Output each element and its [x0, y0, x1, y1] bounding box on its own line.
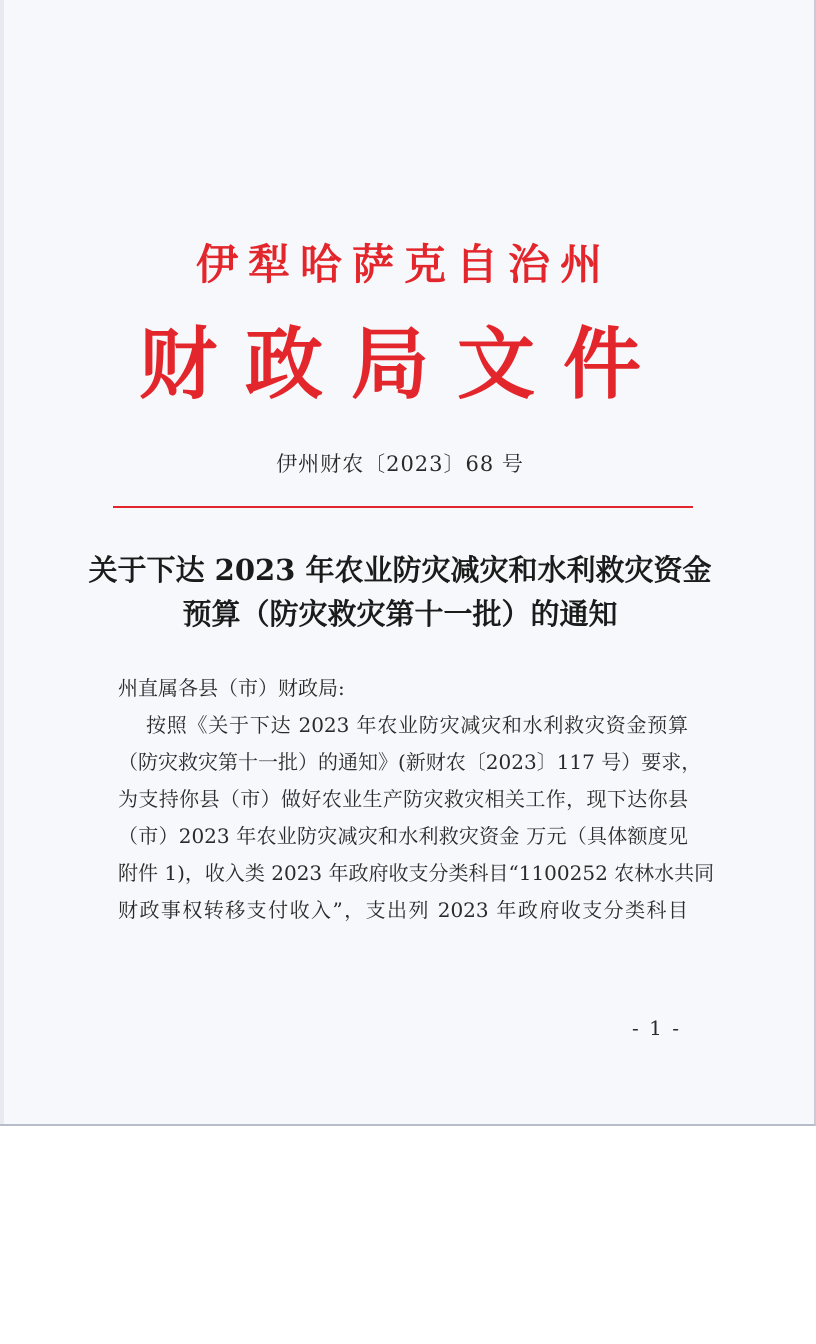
body-line: （市）2023 年农业防灾减灾和水利救灾资金 万元（具体额度见 [118, 824, 688, 848]
issuing-org-name: 伊犁哈萨克自治州 [195, 240, 612, 289]
document-title [0, 548, 800, 636]
title-line-1: 关于下达 2023 年农业防灾减灾和水利救灾资金 [88, 553, 712, 587]
document-type-heading: 财政局文件 [138, 319, 669, 410]
body-line: （防灾救灾第十一批）的通知》(新财农〔2023〕117 号）要求， [118, 750, 702, 774]
body-line: 为支持你县（市）做好农业生产防灾救灾相关工作，现下达你县 [118, 787, 688, 811]
title-line-2: 预算（防灾救灾第十一批）的通知 [182, 597, 618, 631]
document-body [118, 670, 715, 929]
salutation: 州直属各县（市）财政局: [118, 676, 345, 700]
body-line: 附件 1)，收入类 2023 年政府收支分类科目“1100252 农林水共同 [118, 861, 715, 885]
red-separator-line [113, 506, 693, 508]
document-number: 伊州财农〔2023〕68 号 [276, 452, 524, 476]
page-number: - 1 - [632, 1016, 681, 1040]
body-line: 财政事权转移支付收入”，支出列 2023 年政府收支分类科目 [118, 898, 688, 922]
body-line: 按照《关于下达 2023 年农业防灾减灾和水利救灾资金预算 [146, 713, 688, 737]
